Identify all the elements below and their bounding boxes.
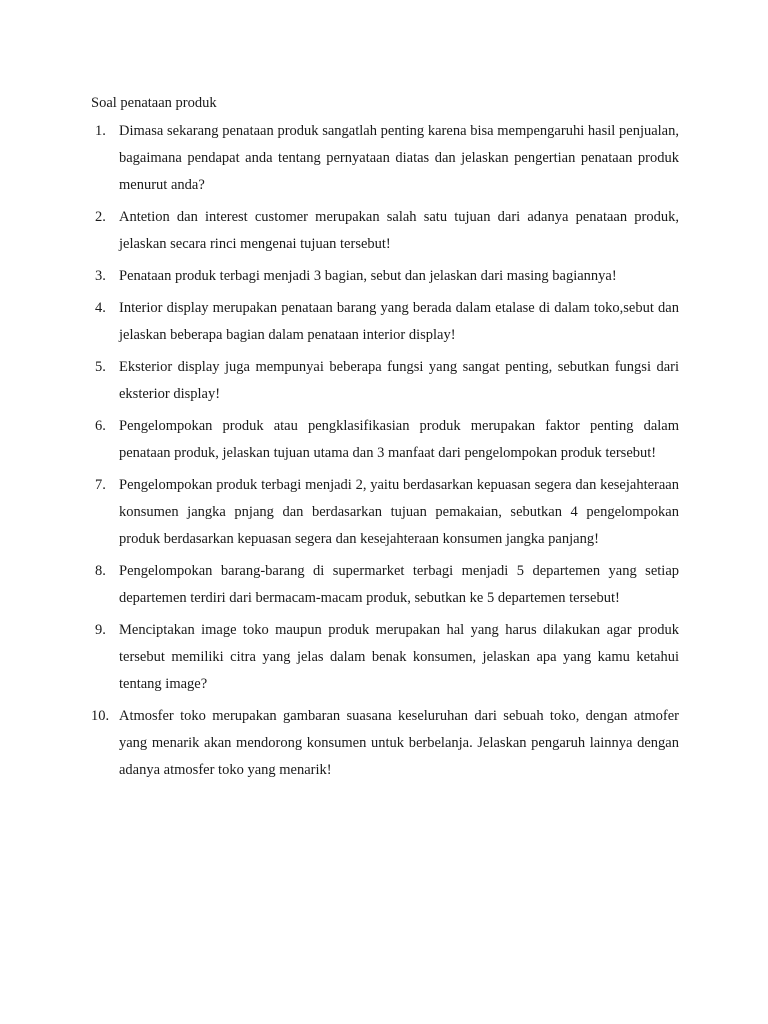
question-item xyxy=(91,204,679,258)
question-item xyxy=(91,558,679,612)
question-number: 8. xyxy=(95,563,106,579)
question-text: Antetion dan interest customer merupakan salah satu tujuan dari adanya penataan produk, jelaskan secara rinci mengenai tujuan tersebut! xyxy=(119,209,679,252)
question-number: 4. xyxy=(95,300,106,316)
question-number: 6. xyxy=(95,418,106,434)
question-item xyxy=(91,118,679,199)
question-item xyxy=(91,263,679,290)
question-item xyxy=(91,703,679,784)
question-item xyxy=(91,354,679,408)
document-title: Soal penataan produk xyxy=(91,95,217,111)
question-number: 2. xyxy=(95,209,106,225)
question-text: Interior display merupakan penataan barang yang berada dalam etalase di dalam toko,sebut dan jelaskan beberapa bagian dalam penataan interior display! xyxy=(119,300,679,343)
question-item xyxy=(91,295,679,349)
question-text: Pengelompokan produk terbagi menjadi 2, yaitu berdasarkan kepuasan segera dan kesejahteraan konsumen jangka pnjang dan berdasarkan tujuan pemakaian, sebutkan 4 pengelompokan produk berdasarkan kepuasan segera dan kesejahteraan konsumen jangka panjang! xyxy=(119,477,679,547)
question-item xyxy=(91,472,679,553)
question-number: 1. xyxy=(95,123,106,139)
question-text: Dimasa sekarang penataan produk sangatlah penting karena bisa mempengaruhi hasil penjualan, bagaimana pendapat anda tentang pernyataan diatas dan jelaskan pengertian penataan produk menurut anda? xyxy=(119,123,679,193)
question-number: 10. xyxy=(91,708,110,724)
question-item xyxy=(91,413,679,467)
question-text: Pengelompokan produk atau pengklasifikasian produk merupakan faktor penting dalam penataan produk, jelaskan tujuan utama dan 3 manfaat dari pengelompokan produk tersebut! xyxy=(119,418,679,461)
question-text: Menciptakan image toko maupun produk merupakan hal yang harus dilakukan agar produk tersebut memiliki citra yang jelas dalam benak konsumen, jelaskan apa yang kamu ketahui tentang image? xyxy=(119,622,679,692)
question-list xyxy=(91,118,679,789)
question-text: Atmosfer toko merupakan gambaran suasana keseluruhan dari sebuah toko, dengan atmofer yang menarik akan mendorong konsumen untuk berbelanja. Jelaskan pengaruh lainnya dengan adanya atmosfer toko yang menarik! xyxy=(119,708,679,778)
question-number: 5. xyxy=(95,359,106,375)
question-text: Penataan produk terbagi menjadi 3 bagian, sebut dan jelaskan dari masing bagiannya! xyxy=(119,268,617,284)
question-text: Pengelompokan barang-barang di supermarket terbagi menjadi 5 departemen yang setiap departemen terdiri dari bermacam-macam produk, sebutkan ke 5 departemen tersebut! xyxy=(119,563,679,606)
question-item xyxy=(91,617,679,698)
question-number: 3. xyxy=(95,268,106,284)
question-number: 7. xyxy=(95,477,106,493)
question-text: Eksterior display juga mempunyai beberapa fungsi yang sangat penting, sebutkan fungsi dari eksterior display! xyxy=(119,359,679,402)
question-number: 9. xyxy=(95,622,106,638)
